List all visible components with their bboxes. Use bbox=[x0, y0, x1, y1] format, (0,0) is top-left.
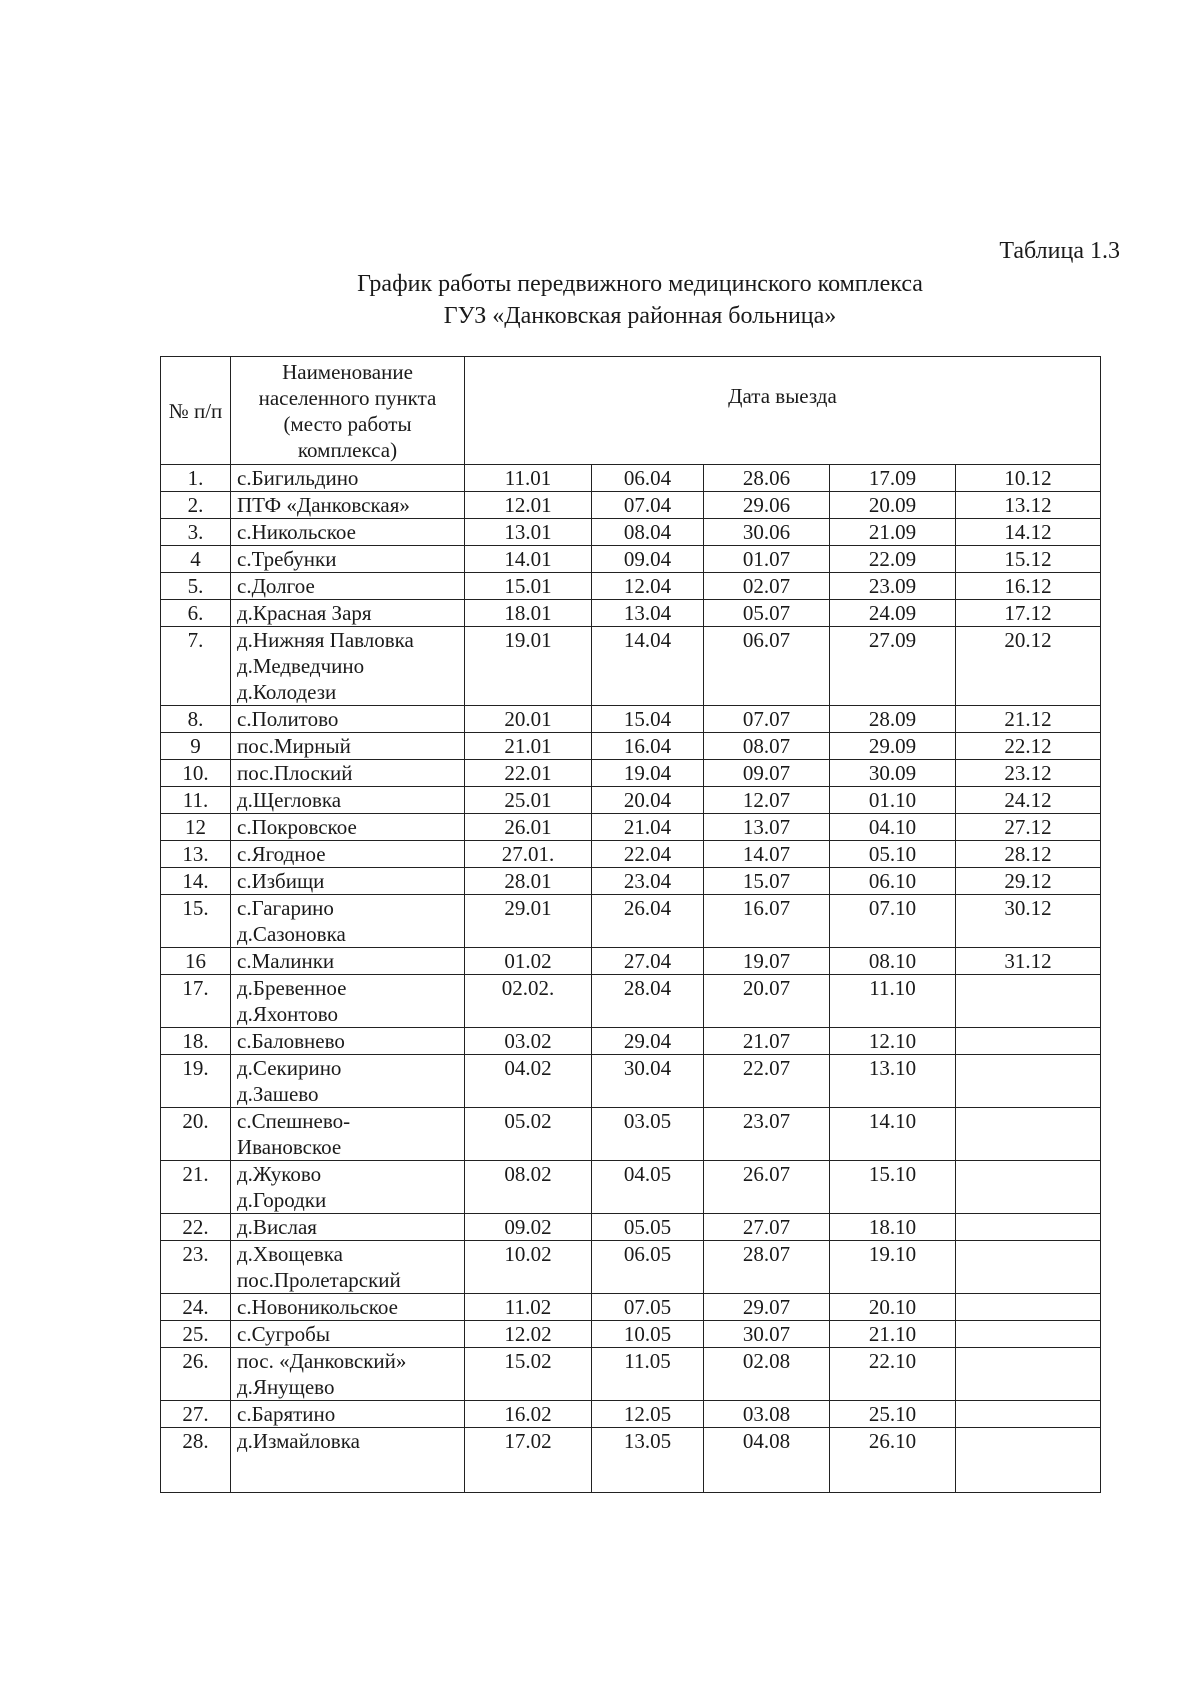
visit-date: 12.01 bbox=[465, 492, 592, 519]
visit-date: 08.02 bbox=[465, 1161, 592, 1214]
visit-date: 05.07 bbox=[704, 600, 830, 627]
visit-date: 14.10 bbox=[830, 1108, 956, 1161]
visit-date: 22.12 bbox=[956, 733, 1101, 760]
schedule-table bbox=[160, 356, 1101, 1493]
visit-date: 29.04 bbox=[592, 1028, 704, 1055]
settlement-name-line: д.Щегловка bbox=[237, 788, 342, 812]
settlement-name bbox=[231, 1401, 465, 1428]
visit-date: 22.04 bbox=[592, 841, 704, 868]
visit-date: 21.04 bbox=[592, 814, 704, 841]
visit-date: 31.12 bbox=[956, 948, 1101, 975]
visit-date: 06.05 bbox=[592, 1241, 704, 1294]
settlement-name-line: д.Хвощевка bbox=[237, 1242, 343, 1266]
settlement-name bbox=[231, 627, 465, 706]
visit-date: 13.07 bbox=[704, 814, 830, 841]
row-number: 16 bbox=[161, 948, 231, 975]
visit-date: 06.10 bbox=[830, 868, 956, 895]
visit-date: 30.06 bbox=[704, 519, 830, 546]
visit-date: 10.12 bbox=[956, 465, 1101, 492]
settlement-name bbox=[231, 546, 465, 573]
row-number: 11. bbox=[161, 787, 231, 814]
visit-date: 04.05 bbox=[592, 1161, 704, 1214]
visit-date bbox=[956, 1055, 1101, 1108]
visit-date bbox=[956, 1241, 1101, 1294]
row-number: 26. bbox=[161, 1348, 231, 1401]
visit-date: 19.07 bbox=[704, 948, 830, 975]
settlement-name bbox=[231, 706, 465, 733]
visit-date: 04.08 bbox=[704, 1428, 830, 1493]
row-number: 12 bbox=[161, 814, 231, 841]
visit-date: 22.01 bbox=[465, 760, 592, 787]
visit-date: 15.10 bbox=[830, 1161, 956, 1214]
visit-date: 03.02 bbox=[465, 1028, 592, 1055]
settlement-name-line: д.Сазоновка bbox=[237, 922, 346, 946]
table-row bbox=[161, 868, 1101, 895]
visit-date: 16.12 bbox=[956, 573, 1101, 600]
visit-date: 16.07 bbox=[704, 895, 830, 948]
table-row bbox=[161, 814, 1101, 841]
table-row bbox=[161, 465, 1101, 492]
settlement-name-line: с.Баловнево bbox=[237, 1029, 345, 1053]
visit-date: 20.09 bbox=[830, 492, 956, 519]
visit-date: 28.01 bbox=[465, 868, 592, 895]
visit-date: 07.10 bbox=[830, 895, 956, 948]
settlement-name-line: с.Избищи bbox=[237, 869, 325, 893]
visit-date: 25.10 bbox=[830, 1401, 956, 1428]
visit-date bbox=[956, 1321, 1101, 1348]
visit-date bbox=[956, 1348, 1101, 1401]
settlement-name-line: с.Ягодное bbox=[237, 842, 326, 866]
settlement-name-line: пос.Пролетарский bbox=[237, 1268, 401, 1292]
visit-date: 13.10 bbox=[830, 1055, 956, 1108]
visit-date: 11.05 bbox=[592, 1348, 704, 1401]
visit-date: 26.07 bbox=[704, 1161, 830, 1214]
visit-date: 21.09 bbox=[830, 519, 956, 546]
settlement-name bbox=[231, 895, 465, 948]
visit-date: 07.05 bbox=[592, 1294, 704, 1321]
settlement-name-line: с.Бигильдино bbox=[237, 466, 359, 490]
table-body bbox=[161, 465, 1101, 1493]
settlement-name-line: с.Политово bbox=[237, 707, 339, 731]
row-number: 28. bbox=[161, 1428, 231, 1493]
table-row bbox=[161, 1294, 1101, 1321]
settlement-name bbox=[231, 975, 465, 1028]
visit-date: 05.05 bbox=[592, 1214, 704, 1241]
settlement-name-line: с.Барятино bbox=[237, 1402, 336, 1426]
header-name: Наименование населенного пункта (место работы комплекса) bbox=[231, 357, 465, 465]
row-number: 4 bbox=[161, 546, 231, 573]
visit-date: 28.07 bbox=[704, 1241, 830, 1294]
visit-date: 18.10 bbox=[830, 1214, 956, 1241]
table-row bbox=[161, 1161, 1101, 1214]
visit-date: 03.08 bbox=[704, 1401, 830, 1428]
document-title-line-1: График работы передвижного медицинского комплекса bbox=[357, 271, 923, 297]
settlement-name-line: с.Новоникольское bbox=[237, 1295, 398, 1319]
visit-date: 23.09 bbox=[830, 573, 956, 600]
visit-date: 08.04 bbox=[592, 519, 704, 546]
visit-date bbox=[956, 1294, 1101, 1321]
visit-date: 19.04 bbox=[592, 760, 704, 787]
row-number: 9 bbox=[161, 733, 231, 760]
visit-date: 02.02. bbox=[465, 975, 592, 1028]
visit-date: 28.06 bbox=[704, 465, 830, 492]
visit-date: 11.02 bbox=[465, 1294, 592, 1321]
row-number: 8. bbox=[161, 706, 231, 733]
row-number: 22. bbox=[161, 1214, 231, 1241]
settlement-name bbox=[231, 573, 465, 600]
settlement-name-line: с.Малинки bbox=[237, 949, 335, 973]
table-label: Таблица 1.3 bbox=[999, 238, 1120, 264]
settlement-name-line: пос.Плоский bbox=[237, 761, 353, 785]
visit-date: 17.09 bbox=[830, 465, 956, 492]
table-row bbox=[161, 1428, 1101, 1493]
settlement-name-line: д.Янущево bbox=[237, 1375, 335, 1399]
visit-date: 29.12 bbox=[956, 868, 1101, 895]
settlement-name-line: д.Медведчино bbox=[237, 654, 365, 678]
visit-date: 21.10 bbox=[830, 1321, 956, 1348]
visit-date: 27.09 bbox=[830, 627, 956, 706]
table-row bbox=[161, 948, 1101, 975]
visit-date: 24.09 bbox=[830, 600, 956, 627]
settlement-name bbox=[231, 1108, 465, 1161]
visit-date: 28.09 bbox=[830, 706, 956, 733]
settlement-name bbox=[231, 1321, 465, 1348]
settlement-name bbox=[231, 948, 465, 975]
visit-date: 16.02 bbox=[465, 1401, 592, 1428]
table-row bbox=[161, 1108, 1101, 1161]
visit-date: 06.07 bbox=[704, 627, 830, 706]
table-row bbox=[161, 1028, 1101, 1055]
settlement-name bbox=[231, 787, 465, 814]
visit-date: 30.09 bbox=[830, 760, 956, 787]
visit-date: 27.01. bbox=[465, 841, 592, 868]
visit-date: 27.04 bbox=[592, 948, 704, 975]
visit-date: 09.02 bbox=[465, 1214, 592, 1241]
settlement-name bbox=[231, 1161, 465, 1214]
settlement-name bbox=[231, 465, 465, 492]
row-number: 15. bbox=[161, 895, 231, 948]
visit-date: 17.12 bbox=[956, 600, 1101, 627]
visit-date: 02.07 bbox=[704, 573, 830, 600]
visit-date: 09.07 bbox=[704, 760, 830, 787]
row-number: 2. bbox=[161, 492, 231, 519]
visit-date: 04.10 bbox=[830, 814, 956, 841]
row-number: 5. bbox=[161, 573, 231, 600]
visit-date: 08.07 bbox=[704, 733, 830, 760]
visit-date: 30.07 bbox=[704, 1321, 830, 1348]
row-number: 18. bbox=[161, 1028, 231, 1055]
visit-date: 12.05 bbox=[592, 1401, 704, 1428]
visit-date bbox=[956, 1401, 1101, 1428]
header-dates: Дата выезда bbox=[465, 357, 1101, 465]
row-number: 3. bbox=[161, 519, 231, 546]
table-row bbox=[161, 492, 1101, 519]
settlement-name-line: с.Спешнево- bbox=[237, 1109, 351, 1133]
settlement-name-line: д.Зашево bbox=[237, 1082, 319, 1106]
visit-date: 21.12 bbox=[956, 706, 1101, 733]
visit-date: 29.09 bbox=[830, 733, 956, 760]
row-number: 14. bbox=[161, 868, 231, 895]
settlement-name-line: пос.Мирный bbox=[237, 734, 351, 758]
visit-date: 09.04 bbox=[592, 546, 704, 573]
table-row bbox=[161, 1321, 1101, 1348]
visit-date: 24.12 bbox=[956, 787, 1101, 814]
visit-date: 08.10 bbox=[830, 948, 956, 975]
visit-date: 02.08 bbox=[704, 1348, 830, 1401]
settlement-name bbox=[231, 1348, 465, 1401]
visit-date: 13.12 bbox=[956, 492, 1101, 519]
table-row bbox=[161, 1241, 1101, 1294]
row-number: 10. bbox=[161, 760, 231, 787]
visit-date: 17.02 bbox=[465, 1428, 592, 1493]
settlement-name bbox=[231, 814, 465, 841]
row-number: 6. bbox=[161, 600, 231, 627]
visit-date: 15.01 bbox=[465, 573, 592, 600]
visit-date: 23.07 bbox=[704, 1108, 830, 1161]
table-row bbox=[161, 1348, 1101, 1401]
row-number: 24. bbox=[161, 1294, 231, 1321]
visit-date: 25.01 bbox=[465, 787, 592, 814]
visit-date: 29.01 bbox=[465, 895, 592, 948]
settlement-name bbox=[231, 492, 465, 519]
settlement-name-line: ПТФ «Данковская» bbox=[237, 493, 410, 517]
settlement-name bbox=[231, 1214, 465, 1241]
visit-date: 27.12 bbox=[956, 814, 1101, 841]
row-number: 19. bbox=[161, 1055, 231, 1108]
table-row bbox=[161, 841, 1101, 868]
visit-date: 14.12 bbox=[956, 519, 1101, 546]
table-row bbox=[161, 895, 1101, 948]
settlement-name-line: д.Секирино bbox=[237, 1056, 342, 1080]
settlement-name-line: д.Вислая bbox=[237, 1215, 317, 1239]
visit-date: 01.10 bbox=[830, 787, 956, 814]
visit-date: 12.10 bbox=[830, 1028, 956, 1055]
visit-date: 23.12 bbox=[956, 760, 1101, 787]
settlement-name bbox=[231, 1055, 465, 1108]
visit-date bbox=[956, 1428, 1101, 1493]
settlement-name-line: д.Бревенное bbox=[237, 976, 347, 1000]
visit-date: 14.01 bbox=[465, 546, 592, 573]
visit-date: 23.04 bbox=[592, 868, 704, 895]
visit-date: 20.07 bbox=[704, 975, 830, 1028]
visit-date: 01.07 bbox=[704, 546, 830, 573]
visit-date: 20.04 bbox=[592, 787, 704, 814]
row-number: 20. bbox=[161, 1108, 231, 1161]
visit-date: 29.07 bbox=[704, 1294, 830, 1321]
row-number: 25. bbox=[161, 1321, 231, 1348]
visit-date: 15.04 bbox=[592, 706, 704, 733]
settlement-name bbox=[231, 519, 465, 546]
row-number: 23. bbox=[161, 1241, 231, 1294]
settlement-name bbox=[231, 1294, 465, 1321]
visit-date: 18.01 bbox=[465, 600, 592, 627]
visit-date bbox=[956, 1161, 1101, 1214]
table-row bbox=[161, 600, 1101, 627]
visit-date: 06.04 bbox=[592, 465, 704, 492]
visit-date: 28.12 bbox=[956, 841, 1101, 868]
settlement-name-line: с.Долгое bbox=[237, 574, 315, 598]
settlement-name-line: с.Требунки bbox=[237, 547, 337, 571]
table-row bbox=[161, 1401, 1101, 1428]
visit-date: 22.09 bbox=[830, 546, 956, 573]
settlement-name bbox=[231, 1241, 465, 1294]
visit-date: 15.02 bbox=[465, 1348, 592, 1401]
row-number: 7. bbox=[161, 627, 231, 706]
visit-date: 26.04 bbox=[592, 895, 704, 948]
table-row bbox=[161, 519, 1101, 546]
settlement-name-line: с.Гагарино bbox=[237, 896, 334, 920]
visit-date: 07.07 bbox=[704, 706, 830, 733]
visit-date: 13.05 bbox=[592, 1428, 704, 1493]
row-number: 1. bbox=[161, 465, 231, 492]
settlement-name bbox=[231, 1428, 465, 1493]
visit-date: 27.07 bbox=[704, 1214, 830, 1241]
visit-date: 29.06 bbox=[704, 492, 830, 519]
visit-date: 11.01 bbox=[465, 465, 592, 492]
table-row bbox=[161, 1055, 1101, 1108]
settlement-name-line: пос. «Данковский» bbox=[237, 1349, 407, 1373]
table-row bbox=[161, 573, 1101, 600]
settlement-name-line: д.Городки bbox=[237, 1188, 327, 1212]
visit-date: 26.01 bbox=[465, 814, 592, 841]
visit-date: 22.10 bbox=[830, 1348, 956, 1401]
visit-date: 15.12 bbox=[956, 546, 1101, 573]
visit-date: 04.02 bbox=[465, 1055, 592, 1108]
visit-date: 13.04 bbox=[592, 600, 704, 627]
table-row bbox=[161, 546, 1101, 573]
row-number: 27. bbox=[161, 1401, 231, 1428]
visit-date: 20.01 bbox=[465, 706, 592, 733]
visit-date bbox=[956, 1108, 1101, 1161]
settlement-name-line: Ивановское bbox=[237, 1135, 342, 1159]
visit-date: 14.04 bbox=[592, 627, 704, 706]
visit-date: 05.02 bbox=[465, 1108, 592, 1161]
visit-date: 14.07 bbox=[704, 841, 830, 868]
visit-date bbox=[956, 1214, 1101, 1241]
table-row bbox=[161, 706, 1101, 733]
visit-date: 16.04 bbox=[592, 733, 704, 760]
settlement-name-line: с.Покровское bbox=[237, 815, 357, 839]
table-row bbox=[161, 733, 1101, 760]
visit-date: 19.10 bbox=[830, 1241, 956, 1294]
visit-date: 30.04 bbox=[592, 1055, 704, 1108]
table-row bbox=[161, 975, 1101, 1028]
visit-date: 07.04 bbox=[592, 492, 704, 519]
settlement-name-line: д.Измайловка bbox=[237, 1429, 360, 1453]
table-row bbox=[161, 627, 1101, 706]
settlement-name bbox=[231, 868, 465, 895]
settlement-name bbox=[231, 733, 465, 760]
row-number: 17. bbox=[161, 975, 231, 1028]
table-header-row bbox=[161, 357, 1101, 465]
table-row bbox=[161, 787, 1101, 814]
visit-date: 15.07 bbox=[704, 868, 830, 895]
visit-date: 01.02 bbox=[465, 948, 592, 975]
settlement-name-line: с.Сугробы bbox=[237, 1322, 330, 1346]
visit-date: 21.07 bbox=[704, 1028, 830, 1055]
settlement-name-line: д.Яхонтово bbox=[237, 1002, 339, 1026]
row-number: 13. bbox=[161, 841, 231, 868]
table-row bbox=[161, 1214, 1101, 1241]
header-num: № п/п bbox=[161, 357, 231, 465]
visit-date bbox=[956, 1028, 1101, 1055]
visit-date: 12.07 bbox=[704, 787, 830, 814]
visit-date: 28.04 bbox=[592, 975, 704, 1028]
visit-date: 20.12 bbox=[956, 627, 1101, 706]
visit-date: 10.02 bbox=[465, 1241, 592, 1294]
visit-date: 30.12 bbox=[956, 895, 1101, 948]
settlement-name-line: д.Колодези bbox=[237, 680, 337, 704]
settlement-name bbox=[231, 1028, 465, 1055]
visit-date: 20.10 bbox=[830, 1294, 956, 1321]
settlement-name-line: д.Нижняя Павловка bbox=[237, 628, 414, 652]
visit-date: 22.07 bbox=[704, 1055, 830, 1108]
visit-date: 03.05 bbox=[592, 1108, 704, 1161]
visit-date: 12.04 bbox=[592, 573, 704, 600]
table-row bbox=[161, 760, 1101, 787]
visit-date: 10.05 bbox=[592, 1321, 704, 1348]
visit-date bbox=[956, 975, 1101, 1028]
visit-date: 11.10 bbox=[830, 975, 956, 1028]
row-number: 21. bbox=[161, 1161, 231, 1214]
settlement-name-line: д.Красная Заря bbox=[237, 601, 372, 625]
visit-date: 26.10 bbox=[830, 1428, 956, 1493]
settlement-name bbox=[231, 841, 465, 868]
visit-date: 13.01 bbox=[465, 519, 592, 546]
settlement-name-line: д.Жуково bbox=[237, 1162, 322, 1186]
visit-date: 21.01 bbox=[465, 733, 592, 760]
visit-date: 19.01 bbox=[465, 627, 592, 706]
settlement-name-line: с.Никольское bbox=[237, 520, 356, 544]
visit-date: 12.02 bbox=[465, 1321, 592, 1348]
document-title-line-2: ГУЗ «Данковская районная больница» bbox=[443, 303, 837, 329]
visit-date: 05.10 bbox=[830, 841, 956, 868]
settlement-name bbox=[231, 600, 465, 627]
settlement-name bbox=[231, 760, 465, 787]
